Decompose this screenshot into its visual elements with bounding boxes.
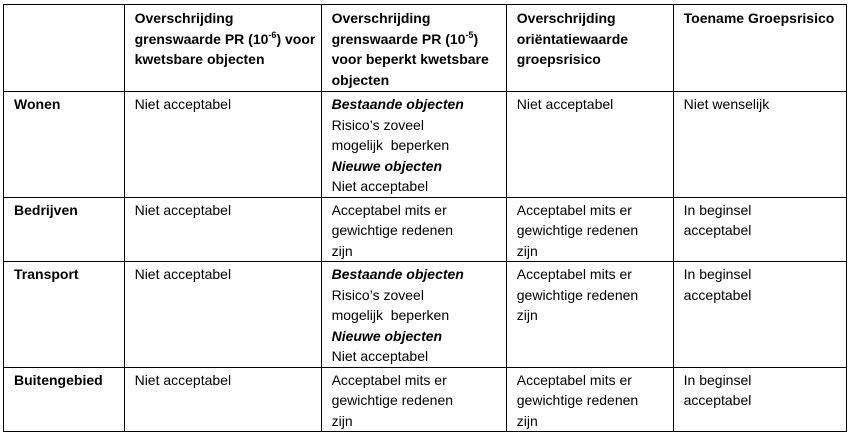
header-pr5-pre: Overschrijding grenswaarde PR (10 xyxy=(331,10,466,47)
bedrijven-toename-line2: acceptabel xyxy=(683,222,752,238)
wonen-groepsrisico-cell: Niet acceptabel xyxy=(506,92,673,198)
table-row-bedrijven xyxy=(4,197,847,262)
buitengebied-groepsrisico-cell xyxy=(506,367,673,432)
transport-existing-line2: mogelijk beperken xyxy=(331,307,450,323)
header-toename-cell: Toename Groepsrisico xyxy=(673,5,846,92)
wonen-pr5-cell xyxy=(321,92,506,198)
header-pr5-post: ) voor beperkt kwetsbare objecten xyxy=(331,30,489,88)
wonen-existing-title: Bestaande objecten xyxy=(331,96,464,112)
bedrijven-gr-line2: gewichtige redenen xyxy=(516,222,639,238)
wonen-new-text: Niet acceptabel xyxy=(331,178,429,194)
transport-existing-title: Bestaande objecten xyxy=(331,266,464,282)
transport-pr6-cell: Niet acceptabel xyxy=(124,262,321,368)
transport-groepsrisico-cell xyxy=(506,262,673,368)
header-pr5-exponent: -5 xyxy=(465,29,474,40)
transport-existing-line1: Risico’s zoveel xyxy=(331,286,424,303)
buitengebied-toename-cell xyxy=(673,367,846,432)
row-label-transport: Transport xyxy=(4,262,125,368)
transport-pr5-cell xyxy=(321,262,506,368)
table-row-buitengebied xyxy=(4,367,847,432)
wonen-pr6-cell: Niet acceptabel xyxy=(124,92,321,198)
header-pr5-cell xyxy=(321,5,506,92)
bedrijven-gr-line1: Acceptabel mits er xyxy=(516,201,632,218)
risk-assessment-table xyxy=(3,4,847,432)
wonen-toename-cell: Niet wenselijk xyxy=(673,92,846,198)
transport-toename-cell xyxy=(673,262,846,368)
buitengebied-gr-line3: zijn xyxy=(516,412,538,429)
wonen-new-title: Nieuwe objecten xyxy=(331,157,443,174)
buitengebied-gr-line2: gewichtige redenen xyxy=(516,392,639,408)
bedrijven-pr6-cell: Niet acceptabel xyxy=(124,197,321,262)
header-corner-cell xyxy=(4,5,125,92)
transport-gr-line3: zijn xyxy=(516,307,538,323)
bedrijven-toename-line1: In beginsel xyxy=(683,201,752,218)
row-label-buitengebied: Buitengebied xyxy=(4,367,125,432)
header-pr6-pre: Overschrijding grenswaarde PR (10 xyxy=(134,10,269,47)
transport-toename-line1: In beginsel xyxy=(683,266,752,282)
bedrijven-groepsrisico-cell xyxy=(506,197,673,262)
header-pr6-post: ) voor kwetsbare objecten xyxy=(134,30,316,67)
table-row-transport xyxy=(4,262,847,368)
transport-new-text: Niet acceptabel xyxy=(331,348,429,364)
bedrijven-toename-cell xyxy=(673,197,846,262)
bedrijven-pr5-line2: gewichtige redenen xyxy=(331,222,454,238)
buitengebied-toename-line1: In beginsel xyxy=(683,371,752,388)
buitengebied-pr5-cell xyxy=(321,367,506,432)
row-label-wonen: Wonen xyxy=(4,92,125,198)
buitengebied-pr6-cell: Niet acceptabel xyxy=(124,367,321,432)
wonen-existing-line1: Risico’s zoveel xyxy=(331,116,424,133)
wonen-existing-line2: mogelijk beperken xyxy=(331,137,450,153)
header-pr6-cell xyxy=(124,5,321,92)
transport-new-title: Nieuwe objecten xyxy=(331,327,443,344)
row-label-bedrijven: Bedrijven xyxy=(4,197,125,262)
transport-gr-line2: gewichtige redenen xyxy=(516,286,639,303)
buitengebied-pr5-line2: gewichtige redenen xyxy=(331,392,454,408)
buitengebied-pr5-line3: zijn xyxy=(331,412,353,429)
transport-gr-line1: Acceptabel mits er xyxy=(516,266,632,282)
bedrijven-gr-line3: zijn xyxy=(516,242,538,259)
buitengebied-gr-line1: Acceptabel mits er xyxy=(516,371,632,388)
table-row-wonen xyxy=(4,92,847,198)
header-pr6-exponent: -6 xyxy=(268,29,277,40)
buitengebied-pr5-line1: Acceptabel mits er xyxy=(331,371,447,388)
bedrijven-pr5-line3: zijn xyxy=(331,242,353,259)
bedrijven-pr5-cell xyxy=(321,197,506,262)
header-groepsrisico-cell: Overschrijding oriëntatiewaarde groepsrisico xyxy=(506,5,673,92)
buitengebied-toename-line2: acceptabel xyxy=(683,392,752,408)
bedrijven-pr5-line1: Acceptabel mits er xyxy=(331,201,447,218)
header-row xyxy=(4,5,847,92)
transport-toename-line2: acceptabel xyxy=(683,286,752,303)
